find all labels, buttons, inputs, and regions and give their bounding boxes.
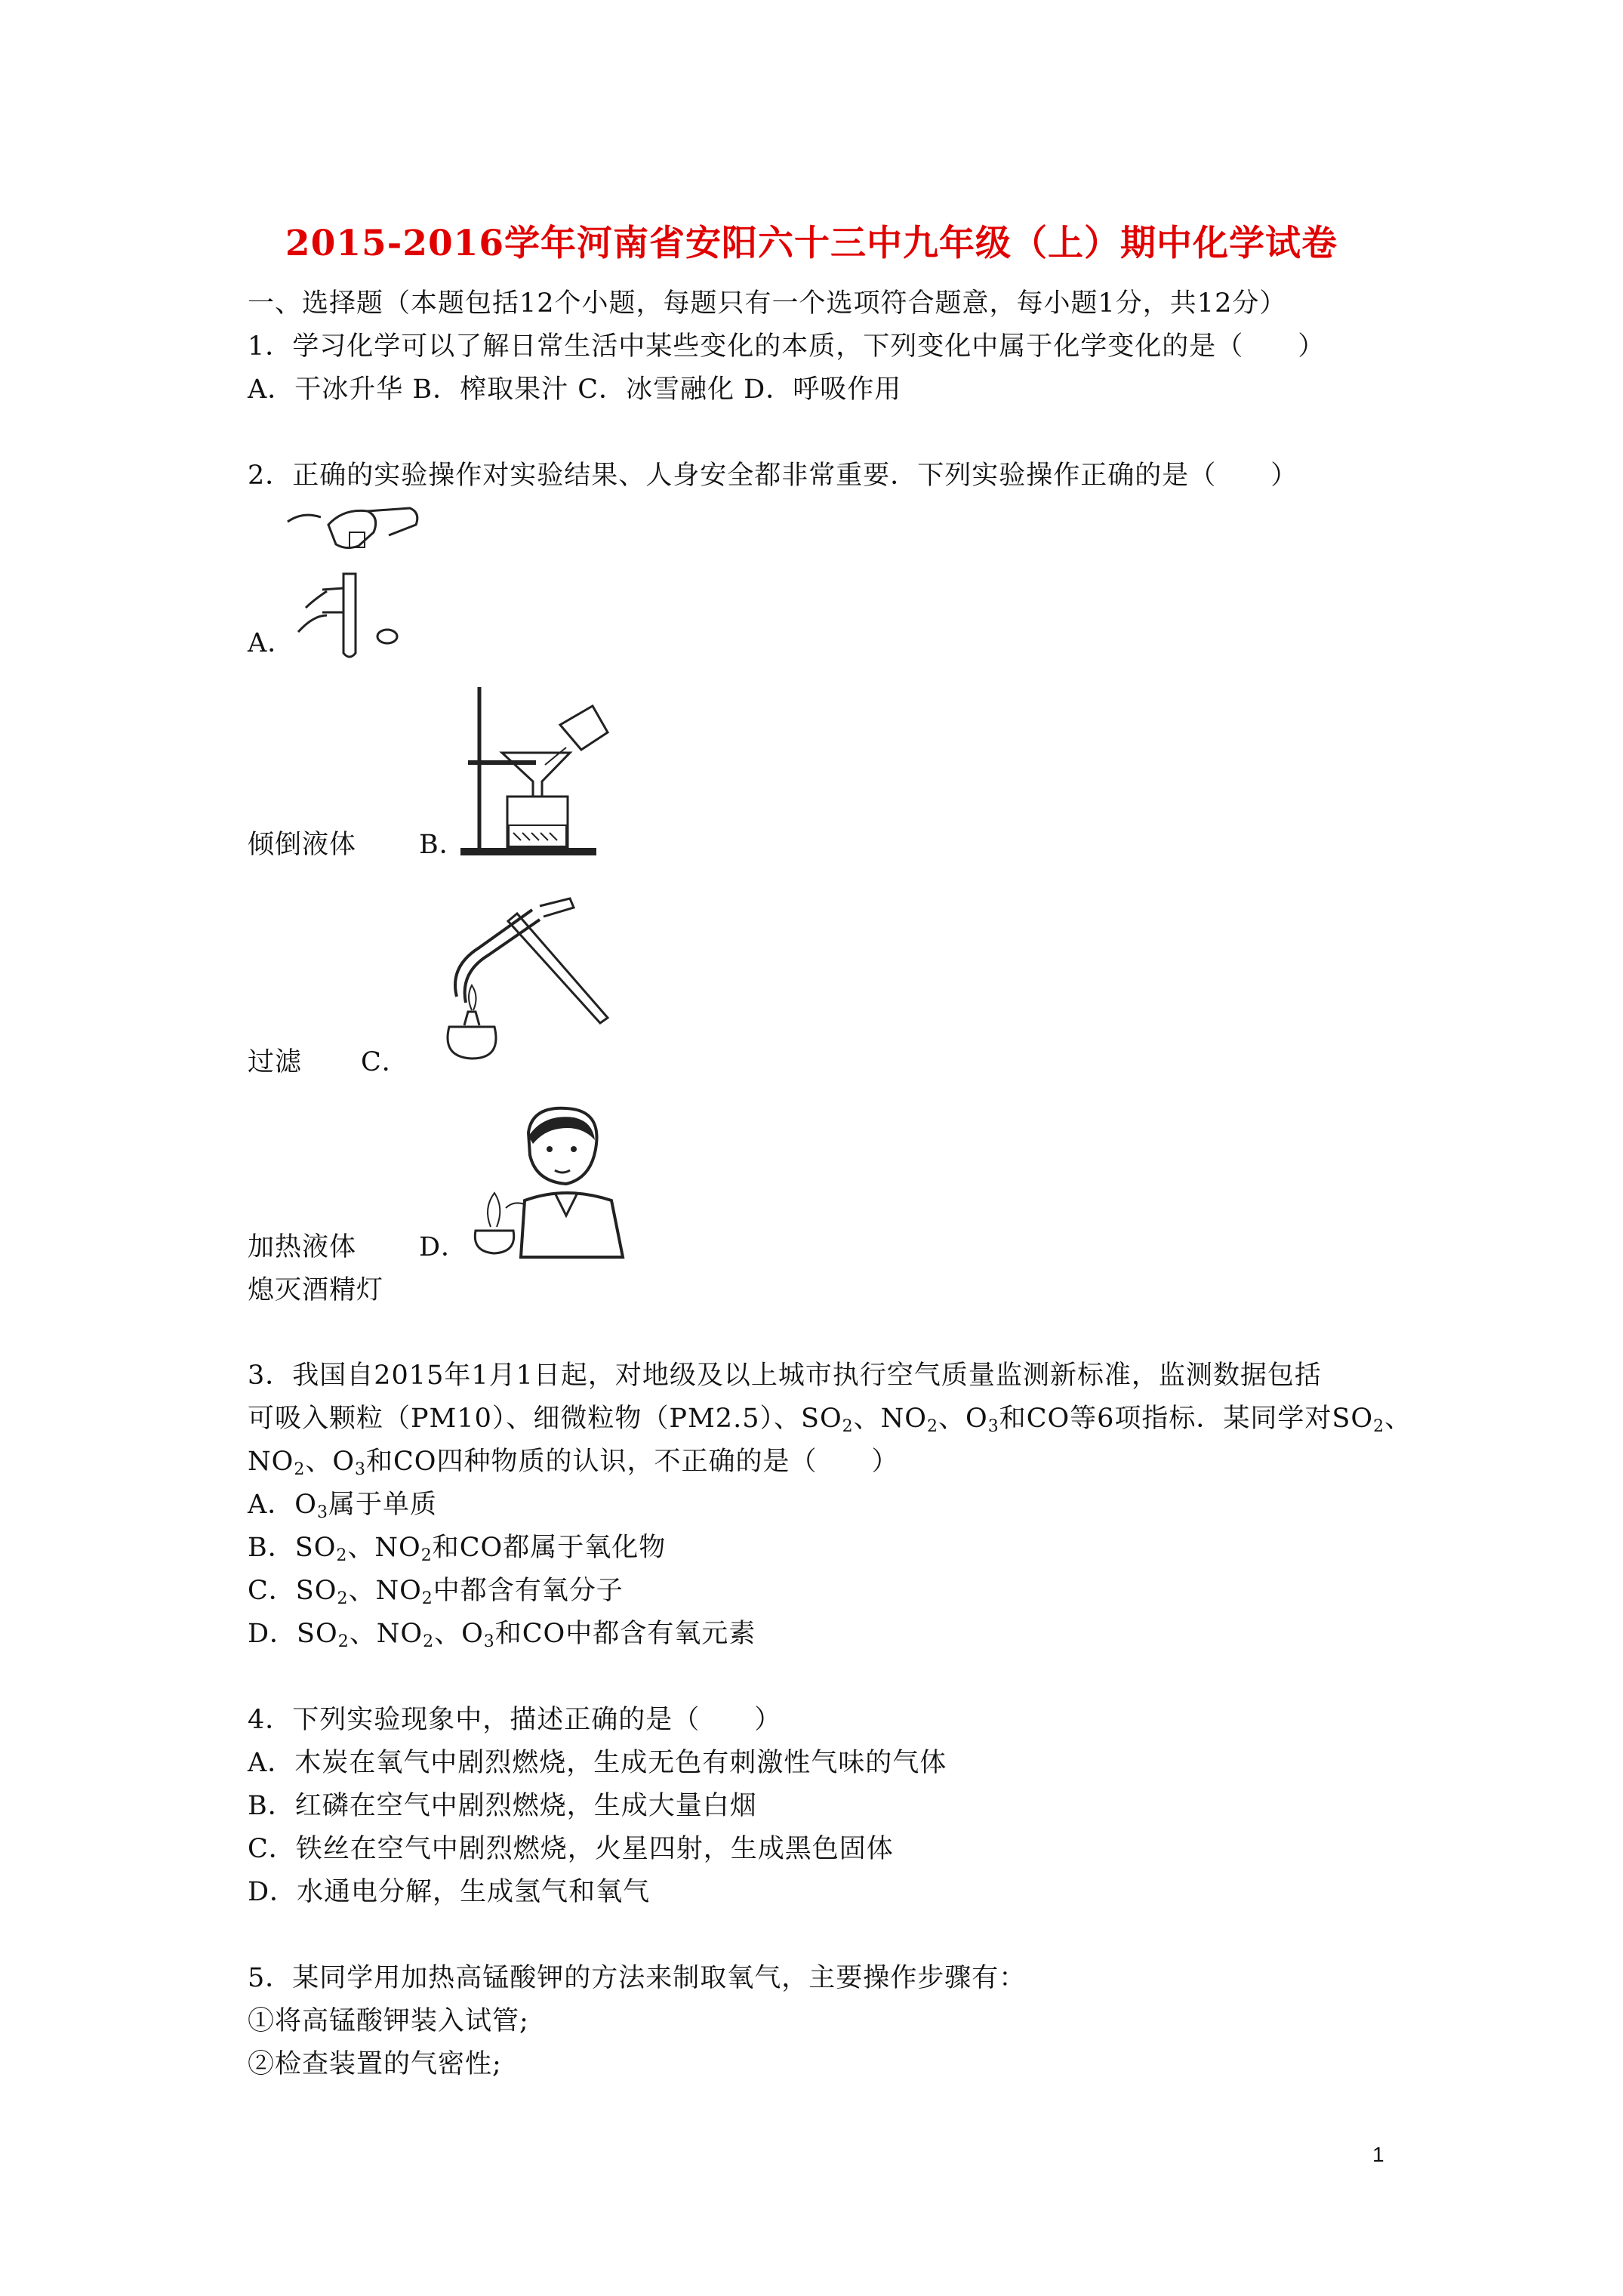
q1-stem: 1．学习化学可以了解日常生活中某些变化的本质，下列变化中属于化学变化的是（ ）	[248, 331, 1326, 362]
q2-option-b-label: B．	[419, 830, 467, 860]
q2-option-a-label: A．	[248, 628, 295, 658]
q3-stem-line1: 3．我国自2015年1月1日起，对地级及以上城市执行空气质量监测新标准，监测数据包括	[248, 1361, 1322, 1391]
page-number: 1	[1372, 2143, 1384, 2166]
q3-stem-line2: 可吸入颗粒（PM10）、细微粒物（PM2.5）、$SO_2$、$NO_2$、$O_3$和CO等6项指标．某同学对$SO_2$、	[248, 1404, 1412, 1436]
q2-option-a-caption: 倾倒液体	[248, 830, 357, 860]
exam-title: 2015-2016学年河南省安阳六十三中九年级（上）期中化学试卷	[285, 223, 1338, 264]
section-heading: 一、选择题（本题包括12个小题，每题只有一个选项符合题意，每小题1分，共12分）	[248, 288, 1287, 319]
q4-option-d: D．水通电分解，生成氢气和氧气	[248, 1877, 651, 1907]
q4-option-a: A．木炭在氧气中剧烈燃烧，生成无色有刺激性气味的气体	[248, 1748, 947, 1778]
q5-step-2: ②检查装置的气密性;	[248, 2049, 502, 2079]
q5-step-1: ①将高锰酸钾装入试管;	[248, 2006, 529, 2036]
extinguish-lamp-figure	[460, 1102, 642, 1261]
q3-option-d: D．$SO_2$、$NO_2$、$O_3$和CO中都含有氧元素	[248, 1619, 756, 1651]
q4-stem: 4．下列实验现象中，描述正确的是（ ）	[248, 1705, 782, 1735]
q2-option-d-caption: 熄灭酒精灯	[248, 1275, 384, 1305]
q3-option-b: B．$SO_2$、$NO_2$和CO都属于氧化物	[248, 1533, 667, 1565]
pouring-liquid-figure	[283, 502, 423, 664]
q2-option-c-label: C．	[361, 1047, 409, 1077]
q3-option-c: C．$SO_2$、$NO_2$中都含有氧分子	[248, 1576, 624, 1608]
q5-stem: 5．某同学用加热高锰酸钾的方法来制取氧气，主要操作步骤有：	[248, 1963, 1027, 1993]
q2-option-b-caption: 过滤	[248, 1047, 303, 1077]
q2-option-c-caption: 加热液体	[248, 1232, 357, 1262]
q1-options: A．干冰升华 B．榨取果汁 C．冰雪融化 D．呼吸作用	[248, 374, 902, 405]
heating-liquid-figure	[419, 891, 611, 1065]
q3-option-a: A．$O_3$属于单质	[248, 1490, 437, 1522]
q2-stem: 2．正确的实验操作对实验结果、人身安全都非常重要．下列实验操作正确的是（ ）	[248, 461, 1298, 491]
q2-option-d-label: D．	[419, 1232, 469, 1262]
q4-option-c: C．铁丝在空气中剧烈燃烧，火星四射，生成黑色固体	[248, 1834, 894, 1864]
q3-stem-line3: $NO_2$、$O_3$和CO四种物质的认识，不正确的是（ ）	[248, 1447, 899, 1479]
filtration-figure	[460, 683, 615, 857]
q4-option-b: B．红磷在空气中剧烈燃烧，生成大量白烟	[248, 1791, 757, 1821]
